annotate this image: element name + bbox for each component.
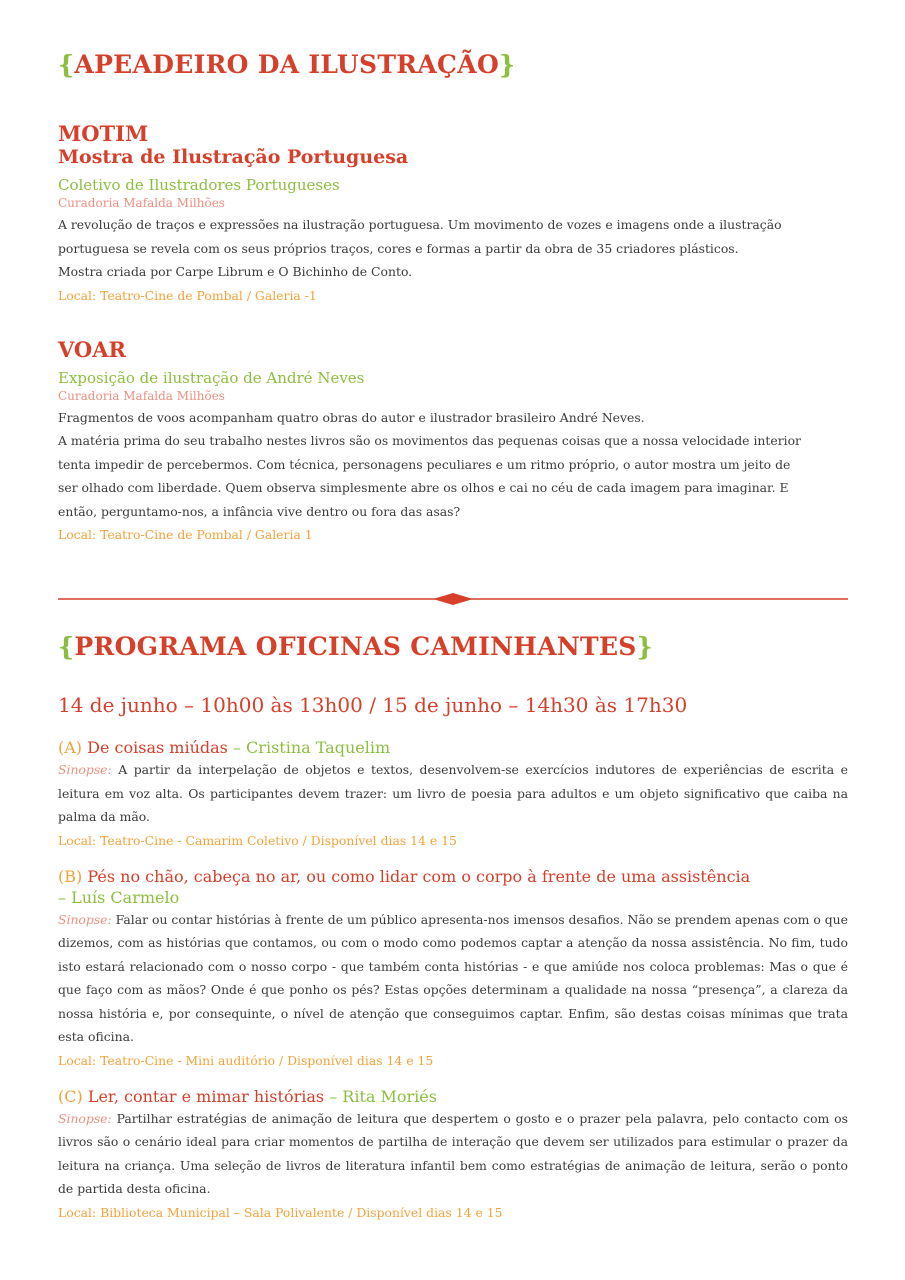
section-divider xyxy=(58,591,848,607)
motim-subtitle: Mostra de Ilustração Portuguesa xyxy=(58,146,409,168)
workshop-synopsis xyxy=(58,908,848,1049)
workshop-title xyxy=(58,1086,848,1107)
apeadeiro-section xyxy=(58,50,848,546)
workshop-name: Pés no chão, cabeça no ar, ou como lidar com o corpo à frente de uma assistência xyxy=(87,866,751,886)
voar-title: VOAR xyxy=(58,336,126,362)
motim-line-1: A revolução de traços e expressões na ilustração portuguesa. Um movimento de vozes e imagens onde a ilustração xyxy=(58,217,782,232)
motim-local: Local: Teatro-Cine de Pombal / Galeria -1 xyxy=(58,287,317,303)
motim-title: MOTIM xyxy=(58,121,149,146)
section-title-programa xyxy=(58,632,848,661)
brace-open: { xyxy=(58,50,75,79)
workshop-author: – Cristina Taquelim xyxy=(232,738,391,757)
voar-line-5: então, perguntamo-nos, a infância vive dentro ou fora das asas? xyxy=(58,503,461,519)
voar-line-1: Fragmentos de voos acompanham quatro obras do autor e ilustrador brasileiro André Neves. xyxy=(58,409,645,425)
motim-line-2: portuguesa se revela com os seus próprios traços, cores e formas a partir da obra de 35 criadores plásticos. xyxy=(58,240,739,256)
voar-line-3: tenta impedir de percebermos. Com técnica, personagens peculiares e um ritmo próprio, o autor mostra um jeito de xyxy=(58,456,791,472)
workshop-letter: (A) xyxy=(58,738,83,757)
programa-section xyxy=(58,632,848,1224)
voar-local: Local: Teatro-Cine de Pombal / Galeria 1 xyxy=(58,527,313,542)
workshop-synopsis xyxy=(58,1107,848,1201)
sinopse-label: Sinopse: xyxy=(58,1110,112,1126)
brace-close: } xyxy=(499,50,516,79)
voar-subtitle: Exposição de ilustração de André Neves xyxy=(58,368,365,387)
workshop-title xyxy=(58,866,848,908)
section-title-apeadeiro xyxy=(58,50,848,79)
workshop-c xyxy=(58,1086,848,1224)
workshop-author: – Luís Carmelo xyxy=(58,887,180,907)
workshop-letter: (B) xyxy=(58,866,83,886)
workshop-name: Ler, contar e mimar histórias xyxy=(87,1086,325,1106)
programa-dates: 14 de junho – 10h00 às 13h00 / 15 de junho – 14h30 às 17h30 xyxy=(58,693,688,717)
brace-close: } xyxy=(636,632,654,661)
sinopse-label: Sinopse: xyxy=(58,762,112,777)
workshop-a xyxy=(58,737,848,852)
workshop-letter: (C) xyxy=(58,1086,83,1106)
workshop-b xyxy=(58,866,848,1072)
workshop-title xyxy=(58,737,848,758)
section-title-text: PROGRAMA OFICINAS CAMINHANTES xyxy=(74,632,637,661)
voar-block xyxy=(58,337,848,547)
workshop-name: De coisas miúdas xyxy=(87,738,228,757)
motim-group: Coletivo de Ilustradores Portugueses xyxy=(58,176,340,194)
workshop-local: Local: Biblioteca Municipal – Sala Polivalente / Disponível dias 14 e 15 xyxy=(58,1204,503,1220)
motim-curator: Curadoria Mafalda Milhões xyxy=(58,196,225,210)
voar-line-4: ser olhado com liberdade. Quem observa simplesmente abre os olhos e cai no céu de cada imagem para imaginar. E xyxy=(58,480,789,495)
workshop-local: Local: Teatro-Cine - Mini auditório / Disponível dias 14 e 15 xyxy=(58,1052,434,1068)
synopsis-text: Falar ou contar histórias à frente de um público apresenta-nos imensos desafios. Não se prendem apenas com o que dizemos, com as histórias que contamos, ou com o modo como podemos captar a atenção da nossa assistência. No fim, tudo isto estará relacionado com o nosso corpo - que também conta histórias - e que amiúde nos coloca problemas: Mas o que é que faço com as mãos? Onde é que ponho os pés? Estas opções determinam a qualidade na nossa “presença”, a clareza da nossa história e, por consequinte, o nível de atenção que conseguimos captar. Enfim, são destas coisas mínimas que trata esta oficina. xyxy=(58,911,848,1044)
voar-curator: Curadoria Mafalda Milhões xyxy=(58,388,225,403)
section-title-text: APEADEIRO DA ILUSTRAÇÃO xyxy=(74,50,500,79)
workshop-synopsis xyxy=(58,758,848,829)
workshop-local: Local: Teatro-Cine - Camarim Coletivo / Disponível dias 14 e 15 xyxy=(58,832,457,848)
sinopse-label: Sinopse: xyxy=(58,911,112,927)
voar-line-2: A matéria prima do seu trabalho nestes livros são os movimentos das pequenas coisas que a nossa velocidade interior xyxy=(58,433,801,448)
synopsis-text: Partilhar estratégias de animação de leitura que despertem o gosto e o prazer pela palavra, pelo contacto com os livros são o cenário ideal para criar momentos de partilha de interação que devem ser utilizados para estimular o prazer da leitura na criança. Uma seleção de livros de literatura infantil bem como estratégias de animação de leitura, serão o ponto de partida desta oficina. xyxy=(58,1110,848,1196)
synopsis-text: A partir da interpelação de objetos e textos, desenvolvem-se exercícios indutores de experiências de escrita e leitura em voz alta. Os participantes devem trazer: um livro de poesia para adultos e um objeto significativo que caiba na palma da mão. xyxy=(58,762,848,824)
workshop-author: – Rita Moriés xyxy=(329,1086,437,1106)
brace-open: { xyxy=(58,632,75,661)
motim-line-3: Mostra criada por Carpe Librum e O Bichinho de Conto. xyxy=(58,264,413,279)
motim-block xyxy=(58,121,848,307)
